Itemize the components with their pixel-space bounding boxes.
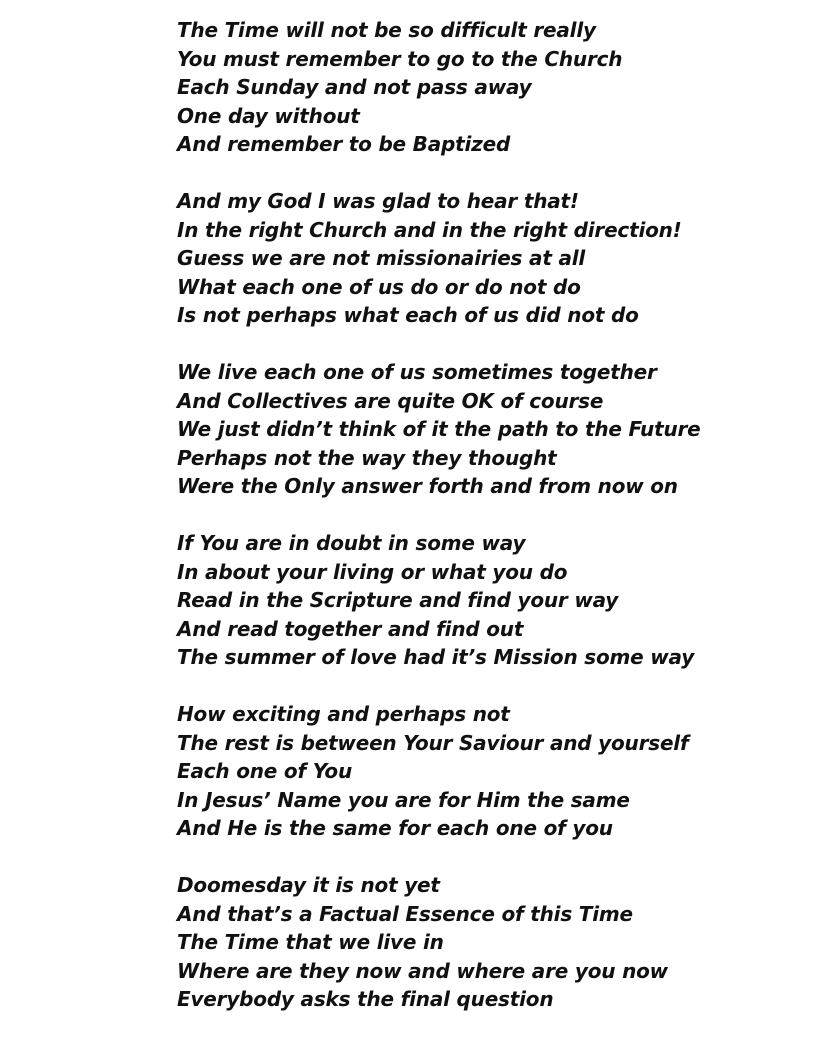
poem-line: We live each one of us sometimes together: [177, 360, 657, 384]
poem-line: How exciting and perhaps not: [177, 702, 510, 726]
poem-line: The rest is between Your Saviour and yourself: [177, 730, 689, 755]
poem-line: One day without: [177, 103, 360, 128]
poem-line: In Jesus’ Name you are for Him the same: [177, 787, 630, 812]
poem-line: Read in the Scripture and find your way: [177, 588, 619, 612]
poem-line: And read together and find out: [177, 616, 524, 641]
stanza-5: [177, 700, 817, 843]
poem-line: Where are they now and where are you now: [177, 958, 668, 983]
stanza-1: [177, 16, 817, 159]
poem-text: [177, 16, 817, 1042]
poem-line: In about your living or what you do: [177, 559, 568, 584]
stanza-3: [177, 358, 817, 501]
poem-line: In the right Church and in the right direction!: [177, 217, 682, 242]
poem-line: And that’s a Factual Essence of this Time: [177, 901, 633, 926]
poem-line: The Time that we live in: [177, 930, 444, 954]
poem-line: Each one of You: [177, 759, 353, 783]
poem-line: The summer of love had it’s Mission some way: [177, 645, 695, 669]
poem-line: And He is the same for each one of you: [177, 816, 613, 840]
poem-line: Guess we are not missionairies at all: [177, 246, 586, 270]
poem-line: What each one of us do or do not do: [177, 274, 581, 299]
poem-line: Doomesday it is not yet: [177, 873, 440, 897]
poem-line: The Time will not be so difficult really: [177, 18, 596, 42]
stanza-2: [177, 187, 817, 330]
poem-line: We just didn’t think of it the path to the Future: [177, 417, 701, 441]
poem-line: Everybody asks the final question: [177, 987, 554, 1011]
poem-line: Is not perhaps what each of us did not do: [177, 303, 639, 327]
poem-line: And remember to be Baptized: [177, 132, 511, 156]
poem-line: And Collectives are quite OK of course: [177, 388, 604, 413]
stanza-4: [177, 529, 817, 672]
poem-line: If You are in doubt in some way: [177, 531, 526, 555]
poem-line: And my God I was glad to hear that!: [177, 189, 579, 213]
poem-line: You must remember to go to the Church: [177, 46, 623, 71]
poem-line: Each Sunday and not pass away: [177, 75, 532, 99]
poem-line: Perhaps not the way they thought: [177, 445, 557, 470]
stanza-6: [177, 871, 817, 1014]
poem-line: Were the Only answer forth and from now on: [177, 474, 678, 498]
